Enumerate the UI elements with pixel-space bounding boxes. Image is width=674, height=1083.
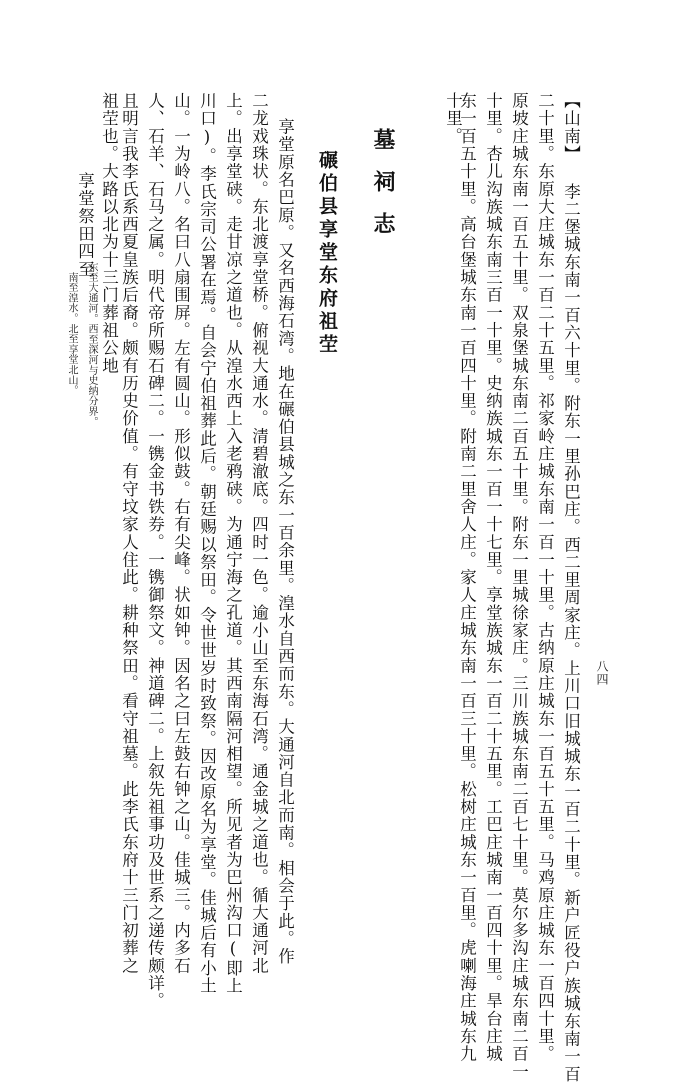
village-list-line-3: 原坡庄城东南一百五十里。双泉堡城东南二百五十里。附东一里城徐家庄。三川族城东南二百七十里。莫尔多沟庄城东南二百一 [509,92,529,1081]
page-number: 八四 [595,660,609,686]
village-list-line-2: 二十里。东原大庄城东一百二十五里。祁家岭庄城东南一百一十里。古纳原庄城东一百五十五里。马鸡原庄城东一百四十里。 [535,92,555,1063]
body-line-2: 二龙戏珠状。东北渡享堂桥。俯视大通水。清碧澈底。四时一色。逾小山至东海石湾。通金城之道也。循大通河北 [249,92,269,975]
village-list-line-6: 十里。 [443,92,463,145]
body-line-1: 享堂原名巴原。又名西海石湾。地在碾伯县城之东一百余里。湟水自西而东。大通河自北而南。相会于此。作 [275,118,295,966]
body-line-7: 且明言我李氏系西夏皇族后裔。颇有历史价值。有守坟家人住此。耕种祭田。看守祖墓。此李氏东府十三门初葬之 [119,92,139,975]
body-line-8: 祖茔也。大路以北为十三门葬祖公地 [99,92,119,375]
village-list-line-5: 东一百五十里。高台堡城东南一百四十里。附南二里舍人庄。家人庄城东南一百三十里。松树庄城东一百里。虎喇海庄城东九 [457,92,477,1063]
body-line-9: 享堂祭田四至 [75,172,95,278]
body-line-5: 山。一为岭八。名曰八扇围屏。左有圆山。形似鼓。右有尖峰。状如钟。因名之曰左鼓右钟之山。佳城三。内多石 [171,92,191,975]
section-title: 墓祠志 [370,128,396,254]
body-line-6: 人、石羊、石马之属。明代帝所赐石碑二。一镌金书铁券。一镌御祭文。神道碑二。上叙先祖事功及世系之递传颇详。 [145,92,165,1010]
boundary-note-east-west: 东至大通河。西至深河与史纳分界。 [86,262,97,427]
boundary-note-south-north: 南至湟水。北至享堂北山。 [66,272,77,396]
section-subtitle: 碾伯县享堂东府祖茔 [316,150,338,357]
body-line-3: 上。出享堂硖。走甘凉之道也。从湟水西上入老鸦硖。为通宁海之孔道。其西南隔河相望。所见者为巴州沟口(即上 [223,92,243,995]
village-list-line-4: 十里。杏儿沟族城东南三百一十里。史纳族城东一百一十七里。享堂族城东一百二十五里。工巴庄城南一百四十里。旱台庄城 [483,92,503,1063]
body-line-4: 川口)。李氏宗司公署在焉。自会宁伯祖葬此后。朝廷赐以祭田。令世世岁时致祭。因改原名为享堂。佳城后有小土 [197,92,217,995]
village-list-line-1: 【山南】 李二堡城东南一百六十里。附东一里孙巴庄。西二里周家庄。上川口旧城城东一百二十里。新户匠役户族城东南一百 [561,92,581,1083]
